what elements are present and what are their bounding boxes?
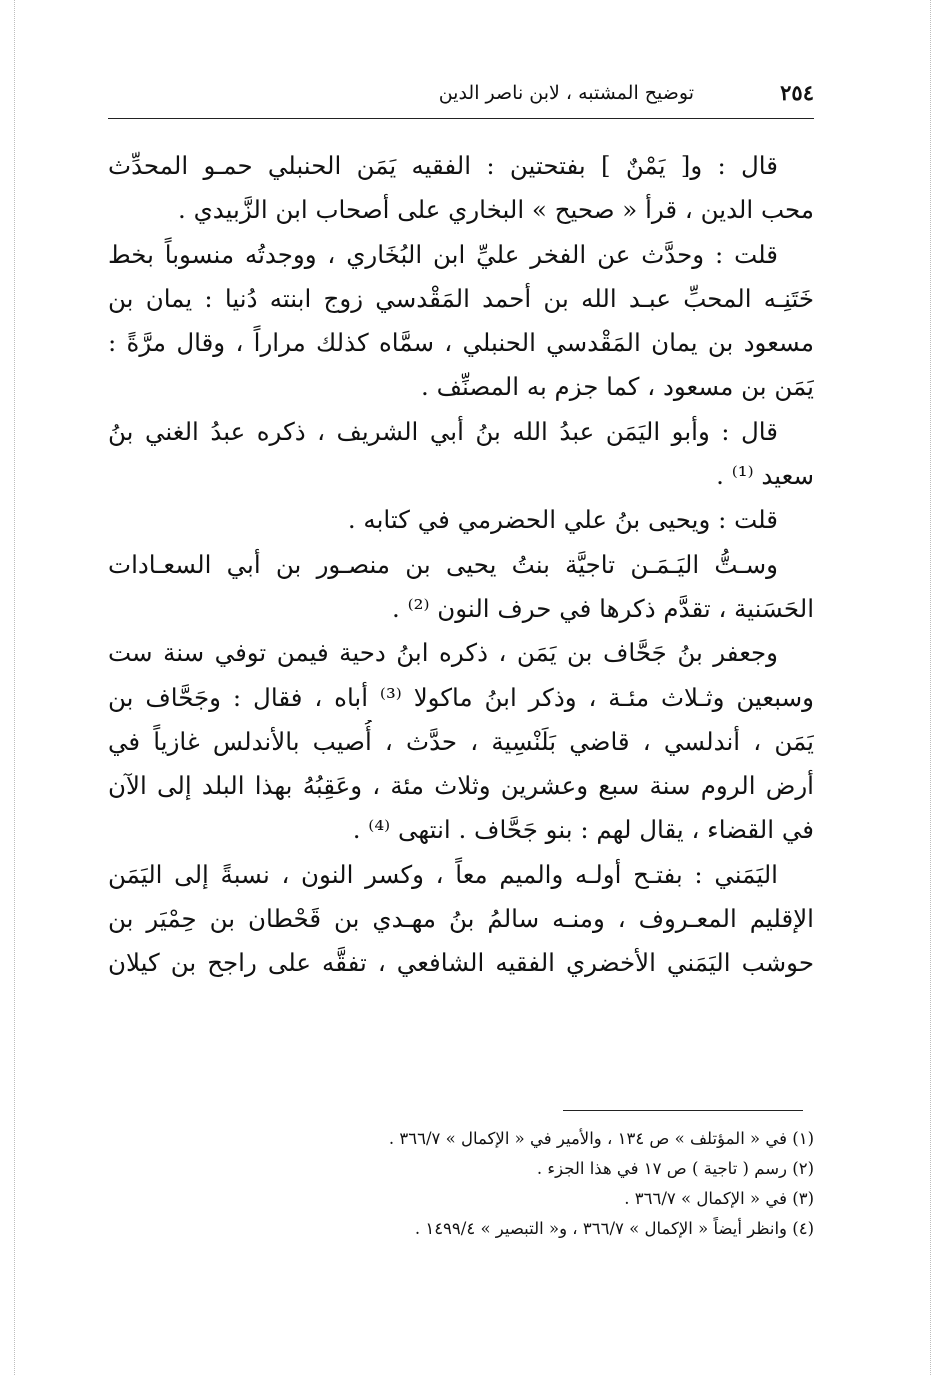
text-line: الإقليم المعـروف ، ومنـه سالمُ بنُ مهـدي بن قَحْطان بن حِمْيَر بن [108, 904, 814, 934]
text-line: وجعفر بنُ جَحَّاف بن يَمَن ، ذكره ابنُ دحية فيمن توفي سنة ست [108, 638, 778, 668]
scan-edge-rule [14, 0, 15, 1375]
text-line: وسبعين وثـلاث مئـة ، وذكر ابنُ ماكولا ⁽³⁾ أباه ، فقال : وجَحَّاف بن [108, 682, 814, 712]
text-line: اليَمَني : بفتـح أولـه والميم معاً ، وكسر النون ، نسبةً إلى اليَمَن [108, 859, 778, 889]
footnote-separator [563, 1110, 803, 1111]
running-title: توضيح المشتبه ، لابن ناصر الدين [438, 82, 694, 104]
text-line: قلت : وحدَّث عن الفخر عليِّ ابن البُخَاري ، ووجدتُه منسوباً بخط [108, 239, 778, 269]
text-line: وسـتُّ اليَـمَـن تاجيَّة بنتُ يحيى بن منصـور بن أبي السعـادات [108, 549, 778, 579]
footnote-item: (٢) رسم ( تاجية ) ص ١٧ في هذا الجزء . [536, 1159, 814, 1178]
footnotes [108, 1124, 814, 1244]
text-line: قال : وأبو اليَمَن عبدُ الله بنُ أبي الشريف ، ذكره عبدُ الغني بنُ [108, 416, 778, 446]
main-text [108, 144, 814, 986]
text-line: قال : و[ يَمْنٌ ] بفتحتين : الفقيه يَمَن الحنبلي حمـو المحدِّث [108, 151, 778, 180]
running-header [108, 78, 814, 119]
scan-edge-rule [930, 0, 931, 1375]
text-line: خَتَنِـه المحبِّ عبـد الله بن أحمد المَقْدسي زوج ابنته دُنيا : يمان بن [108, 283, 814, 313]
text-line: حوشب اليَمَني الأخضري الفقيه الشافعي ، تفقَّه على راجح بن كيلان [108, 948, 814, 978]
footnote-item: (٤) وانظر أيضاً « الإكمال » ٣٦٦/٧ ، و« التبصير » ١٤٩٩/٤ . [414, 1219, 814, 1238]
text-line: يَمَن بن مسعود ، كما جزم به المصنِّف . [421, 372, 814, 402]
text-line: مسعود بن يمان المَقْدسي الحنبلي ، سمَّاه كذلك مراراً ، وقال مرَّةً : [108, 328, 814, 358]
page-number: ٢٥٤ [780, 80, 814, 105]
text-line: سعيد ⁽¹⁾ . [716, 461, 814, 491]
text-line: يَمَن ، أندلسي ، قاضي بَلَنْسِية ، حدَّث ، أُصيب بالأندلس غازياً في [108, 726, 814, 756]
footnote-item: (١) في « المؤتلف » ص ١٣٤ ، والأمير في « الإكمال » ٣٦٦/٧ . [388, 1129, 814, 1148]
text-line: قلت : ويحيى بنُ علي الحضرمي في كتابه . [347, 505, 778, 535]
text-line: محب الدين ، قرأ « صحيح » البخاري على أصحاب ابن الزَّبيدي . [178, 195, 814, 225]
footnote-item: (٣) في « الإكمال » ٣٦٦/٧ . [624, 1189, 814, 1208]
text-line: في القضاء ، يقال لهم : بنو جَحَّاف . انتهى ⁽⁴⁾ . [352, 815, 814, 845]
text-line: أرض الروم سنة سبع وعشرين وثلاث مئة ، وعَقِبُهُ بهذا البلد إلى الآن [108, 771, 814, 801]
text-line: الحَسَنية ، تقدَّم ذكرها في حرف النون ⁽²⁾ . [392, 593, 814, 623]
